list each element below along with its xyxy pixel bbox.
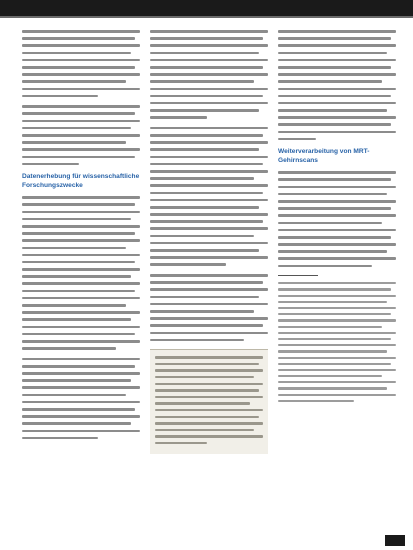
text-column-right [278, 30, 396, 522]
section-heading: Datenerhebung für wissenschaftliche Forschungszwecke [22, 173, 140, 189]
note-box [150, 349, 268, 453]
paragraph [278, 171, 396, 267]
paragraph [150, 127, 268, 266]
paragraph [278, 30, 396, 140]
paragraph [22, 196, 140, 350]
footnote-rule [278, 275, 318, 276]
paragraph [22, 30, 140, 97]
paragraph [22, 105, 140, 165]
header-rule [0, 16, 413, 18]
text-column-middle [150, 30, 268, 522]
section-heading: Weiterverarbeitung von MRT-Gehirnscans [278, 148, 370, 164]
header-bar [0, 0, 413, 16]
paragraph [22, 358, 140, 440]
footnotes [278, 282, 396, 402]
text-column-left [22, 30, 140, 522]
paragraph [150, 274, 268, 341]
paragraph [150, 30, 268, 119]
article-page [22, 30, 396, 530]
page-footer [0, 532, 413, 550]
page-number [385, 535, 405, 546]
